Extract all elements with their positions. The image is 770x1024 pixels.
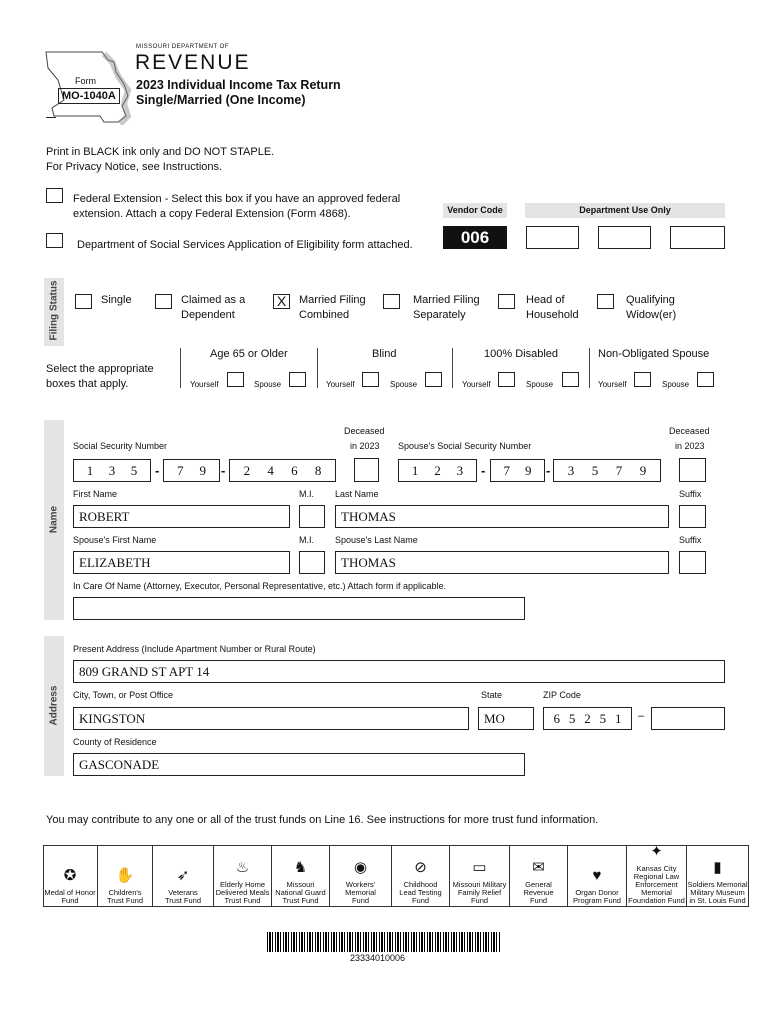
blind-label: Blind	[372, 348, 397, 360]
fund-name: Foundation Fund	[628, 896, 685, 905]
first-name-field[interactable]: ROBERT	[73, 505, 290, 528]
first-name-label: First Name	[73, 489, 118, 499]
fund-name: Memorial	[345, 888, 376, 897]
vendor-code-value: 006	[443, 226, 507, 249]
ssn-digit: 9	[525, 462, 532, 478]
spouse-suffix-label: Suffix	[679, 535, 702, 545]
ssn-digit: 6	[291, 462, 298, 478]
fund-name: Kansas City Regional Law	[633, 864, 680, 881]
nonobligated-spouse-checkbox[interactable]	[697, 372, 714, 387]
divider	[589, 348, 590, 388]
fund-name: Workers'	[345, 880, 376, 889]
fund-name: Delivered Meals	[215, 888, 270, 897]
ssn-digit: 2	[243, 462, 251, 478]
spouse-ssn-label: Spouse's Social Security Number	[398, 441, 532, 451]
form-label: Form	[75, 76, 96, 86]
department-use-field-2	[598, 226, 651, 249]
married-separately-label: Married Filing	[413, 294, 480, 306]
ssn-digit: 3	[567, 462, 575, 478]
single-checkbox[interactable]	[75, 294, 92, 309]
zip-digit: 6	[553, 710, 560, 726]
fund-name: General	[525, 880, 552, 889]
fund-name: in St. Louis Fund	[689, 896, 746, 905]
state-label: State	[481, 690, 503, 700]
blind-yourself-label: Yourself	[326, 380, 355, 389]
county-label: County of Residence	[73, 737, 157, 747]
fund-name: Trust Fund	[224, 896, 261, 905]
barcode-number: 23334010006	[350, 953, 406, 963]
name-section-label: Name	[48, 505, 60, 534]
ssn-digit: 9	[199, 462, 206, 478]
fund-name: Trust Fund	[165, 896, 201, 905]
eagle-icon: ➶	[176, 867, 190, 884]
qualifying-widow-checkbox[interactable]	[597, 294, 614, 309]
blind-spouse-label: Spouse	[390, 380, 418, 389]
spouse-mi-label: M.I.	[299, 535, 314, 545]
spouse-mi-field[interactable]	[299, 551, 325, 574]
disabled-yourself-checkbox[interactable]	[498, 372, 515, 387]
trust-fund-item	[98, 845, 153, 907]
ssn-part-3[interactable]	[229, 459, 336, 482]
spouse-deceased-year-label: in 2023	[675, 441, 705, 451]
last-name-field[interactable]: THOMAS	[335, 505, 669, 528]
city-field[interactable]: KINGSTON	[73, 707, 469, 730]
zip-label: ZIP Code	[543, 690, 581, 700]
county-field[interactable]: GASCONADE	[73, 753, 525, 776]
museum-icon: ▮	[713, 859, 722, 876]
lead-icon: ⊘	[414, 859, 427, 876]
spouse-ssn-part-3[interactable]	[553, 459, 661, 482]
divider	[46, 117, 56, 118]
state-field[interactable]: MO	[478, 707, 534, 730]
trust-fund-item	[153, 845, 214, 907]
fund-name: Trust Fund	[282, 896, 319, 905]
deceased-label: Deceased	[344, 426, 385, 436]
age-yourself-label: Yourself	[190, 380, 219, 389]
department-use-label: Department Use Only	[525, 203, 725, 218]
trust-fund-item	[450, 845, 510, 907]
spouse-deceased-label: Deceased	[669, 426, 710, 436]
meal-icon: ♨	[235, 859, 250, 876]
mi-field[interactable]	[299, 505, 325, 528]
zip-field[interactable]	[543, 707, 632, 730]
filing-status-section-label: Filing Status	[48, 280, 60, 341]
age-spouse-checkbox[interactable]	[289, 372, 306, 387]
ssn-part-2[interactable]	[163, 459, 220, 482]
disabled-label: 100% Disabled	[484, 348, 558, 360]
dogtag-icon: ▭	[472, 859, 487, 876]
form-subtitle: Single/Married (One Income)	[136, 93, 306, 107]
select-boxes-label: Select the appropriate	[46, 363, 154, 375]
ssn-part-1[interactable]	[73, 459, 151, 482]
trust-fund-item	[392, 845, 450, 907]
federal-extension-label: Federal Extension - Select this box if you have an approved federal	[73, 193, 401, 205]
head-of-household-checkbox[interactable]	[498, 294, 515, 309]
social-services-checkbox[interactable]	[46, 233, 63, 248]
ssn-digit: 7	[615, 462, 623, 478]
soldier-icon: ♞	[293, 859, 308, 876]
vendor-code-label: Vendor Code	[443, 203, 507, 218]
blind-spouse-checkbox[interactable]	[425, 372, 442, 387]
married-combined-label-2: Combined	[299, 309, 350, 321]
fund-name: Children's	[108, 888, 142, 897]
ssn-dash: -	[481, 463, 486, 478]
spouse-last-name-label: Spouse's Last Name	[335, 535, 418, 545]
ssn-digit: 7	[503, 462, 510, 478]
ink-note: Print in BLACK ink only and DO NOT STAPLE.	[46, 146, 275, 158]
badge-icon: ✦	[650, 843, 663, 860]
care-of-field[interactable]	[73, 597, 525, 620]
fund-name: Elderly Home	[219, 880, 265, 889]
spouse-ssn-part-2[interactable]	[490, 459, 545, 482]
trust-fund-item	[330, 845, 392, 907]
zip-extension-field[interactable]	[651, 707, 725, 730]
fund-name: Missouri	[286, 880, 315, 889]
spouse-first-name-field[interactable]: ELIZABETH	[73, 551, 290, 574]
form-id: MO-1040A	[58, 88, 120, 104]
blind-yourself-checkbox[interactable]	[362, 372, 379, 387]
ssn-digit: 9	[639, 462, 647, 478]
spouse-first-name-label: Spouse's First Name	[73, 535, 157, 545]
ssn-digit: 2	[434, 462, 441, 478]
head-of-household-label: Head of	[526, 294, 565, 306]
qualifying-widow-label-2: Widow(er)	[626, 309, 677, 321]
present-address-label: Present Address (Include Apartment Number or Rural Route)	[73, 644, 316, 654]
dependent-label: Claimed as a	[181, 294, 246, 306]
fund-name: Missouri Military	[452, 880, 507, 889]
spouse-suffix-field[interactable]	[679, 551, 706, 574]
spouse-ssn-part-1[interactable]	[398, 459, 477, 482]
fund-name: Fund	[470, 896, 489, 905]
trust-fund-item	[510, 845, 568, 907]
fund-name: Fund	[61, 896, 79, 905]
fund-name: Veterans	[168, 888, 198, 897]
ssn-digit: 4	[267, 462, 274, 478]
handprints-icon: ✋	[115, 867, 135, 884]
select-boxes-label-2: boxes that apply.	[46, 378, 129, 390]
agency-small-text: MISSOURI DEPARTMENT OF	[136, 44, 230, 50]
ssn-digit: 7	[177, 462, 184, 478]
trust-fund-item	[627, 845, 687, 907]
social-services-label: Department of Social Services Application of Eligibility form attached.	[77, 239, 413, 251]
general-icon: ✉	[532, 859, 545, 876]
ssn-dash: -	[221, 463, 226, 478]
ssn-dash: -	[155, 463, 160, 478]
ssn-digit: 5	[130, 462, 138, 478]
trust-fund-intro: You may contribute to any one or all of the trust funds on Line 16. See instructions for more trust fund information.	[46, 814, 599, 826]
fund-name: Family Relief	[457, 888, 502, 897]
barcode	[267, 932, 501, 952]
age-yourself-checkbox[interactable]	[227, 372, 244, 387]
ssn-digit: 8	[314, 462, 322, 478]
fund-name: Medal of Honor	[44, 888, 96, 897]
fund-name: Military Museum	[690, 888, 745, 897]
care-of-label: In Care Of Name (Attorney, Executor, Personal Representative, etc.) Attach form if applicable.	[73, 581, 447, 591]
fund-name: Fund	[529, 896, 548, 905]
nonobligated-spouse-label: Spouse	[662, 380, 690, 389]
nonobligated-yourself-checkbox[interactable]	[634, 372, 651, 387]
zip-digit: 2	[584, 710, 591, 726]
fund-name: Childhood	[403, 880, 438, 889]
fund-name: Revenue	[523, 888, 554, 897]
married-filing-separately-checkbox[interactable]	[383, 294, 400, 309]
workers-icon: ◉	[353, 859, 368, 876]
department-use-field-3	[670, 226, 725, 249]
fund-name: Soldiers Memorial	[687, 880, 748, 889]
present-address-field[interactable]: 809 GRAND ST APT 14	[73, 660, 725, 683]
agency-logo-text: REVENUE	[135, 51, 251, 74]
fund-name: National Guard	[275, 888, 326, 897]
medal-icon: ✪	[63, 867, 77, 884]
federal-extension-checkbox[interactable]	[46, 188, 63, 203]
last-name-label: Last Name	[335, 489, 379, 499]
privacy-note: For Privacy Notice, see Instructions.	[46, 161, 223, 173]
disabled-yourself-label: Yourself	[462, 380, 491, 389]
fund-name: Enforcement Memorial	[635, 880, 678, 897]
mi-label: M.I.	[299, 489, 314, 499]
trust-fund-item	[272, 845, 330, 907]
ssn-digit: 3	[456, 462, 464, 478]
deceased-year-label: in 2023	[350, 441, 380, 451]
dependent-checkbox[interactable]	[155, 294, 172, 309]
address-section-label: Address	[48, 685, 60, 726]
nonobligated-yourself-label: Yourself	[598, 380, 627, 389]
age-spouse-label: Spouse	[254, 380, 282, 389]
zip-digit: 1	[615, 710, 622, 726]
married-combined-label: Married Filing	[299, 294, 366, 306]
divider	[317, 348, 318, 388]
qualifying-widow-label: Qualifying	[626, 294, 675, 306]
disabled-spouse-checkbox[interactable]	[562, 372, 579, 387]
ssn-digit: 5	[591, 462, 599, 478]
single-label: Single	[101, 294, 132, 306]
spouse-last-name-field[interactable]: THOMAS	[335, 551, 669, 574]
trust-fund-item	[214, 845, 272, 907]
ssn-digit: 1	[86, 462, 94, 478]
deceased-checkbox[interactable]	[354, 458, 379, 482]
fund-name: Fund	[411, 896, 430, 905]
spouse-deceased-checkbox[interactable]	[679, 458, 706, 482]
ssn-digit: 3	[108, 462, 116, 478]
zip-digit: 5	[568, 710, 576, 726]
zip-digit: 5	[599, 710, 607, 726]
married-filing-combined-checkbox[interactable]: X	[273, 294, 290, 309]
department-use-field-1	[526, 226, 579, 249]
non-obligated-spouse-label: Non-Obligated Spouse	[598, 348, 710, 360]
ssn-dash: -	[546, 463, 551, 478]
fund-name: Organ Donor	[575, 888, 619, 897]
zip-dash: –	[638, 710, 645, 722]
head-of-household-label-2: Household	[526, 309, 579, 321]
fund-name: Trust Fund	[107, 896, 143, 905]
city-label: City, Town, or Post Office	[73, 690, 174, 700]
ssn-digit: 1	[411, 462, 419, 478]
form-title: 2023 Individual Income Tax Return	[136, 78, 341, 92]
trust-fund-item	[43, 845, 98, 907]
disabled-spouse-label: Spouse	[526, 380, 554, 389]
divider	[452, 348, 453, 388]
fund-name: Fund	[351, 896, 370, 905]
federal-extension-label-2: extension. Attach a copy Federal Extension (Form 4868).	[73, 208, 351, 220]
age-65-label: Age 65 or Older	[210, 348, 288, 360]
divider	[180, 348, 181, 388]
trust-fund-item	[687, 845, 749, 907]
married-separately-label-2: Separately	[413, 309, 466, 321]
fund-name: Lead Testing	[399, 888, 442, 897]
life-icon: ♥	[592, 867, 602, 884]
suffix-label: Suffix	[679, 489, 702, 499]
suffix-field[interactable]	[679, 505, 706, 528]
ssn-label: Social Security Number	[73, 441, 168, 451]
trust-fund-item	[568, 845, 627, 907]
fund-name: Program Fund	[573, 896, 621, 905]
dependent-label-2: Dependent	[181, 309, 235, 321]
